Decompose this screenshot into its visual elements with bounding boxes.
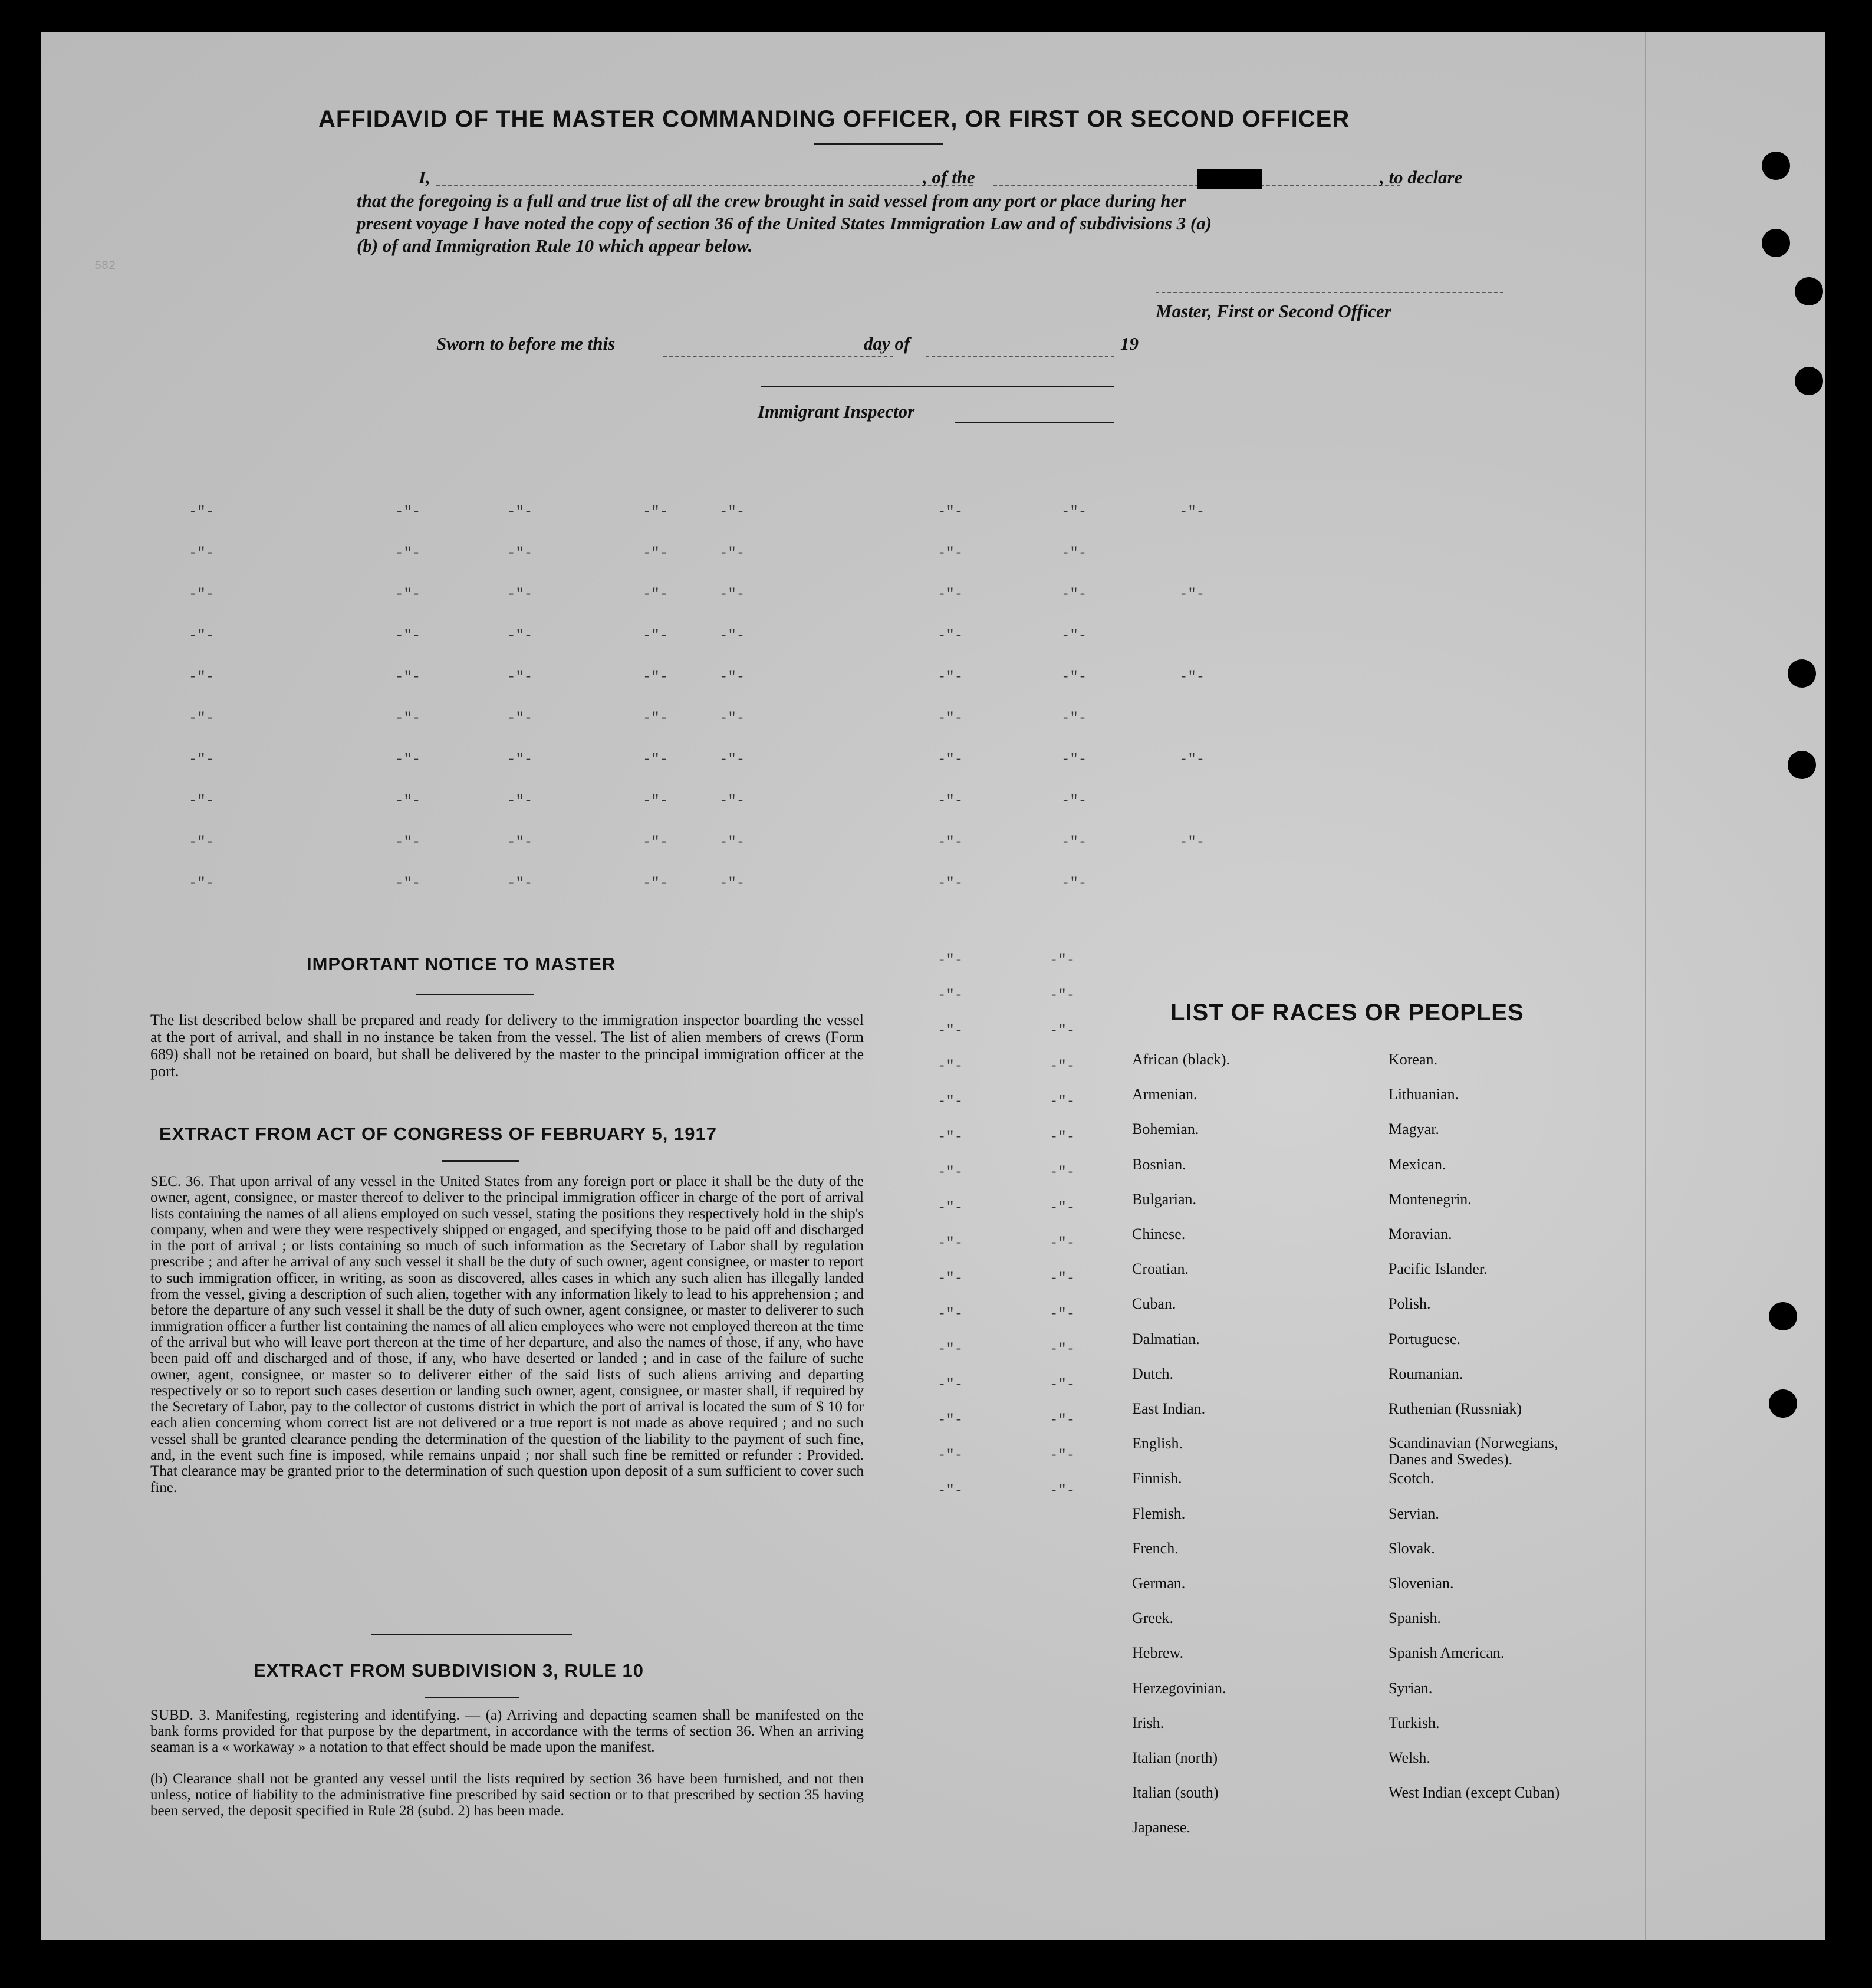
ditto-mark: -"-: [937, 1094, 963, 1110]
race-item: Cuban.: [1132, 1295, 1176, 1313]
race-item: French.: [1132, 1539, 1179, 1557]
race-item: Roumanian.: [1389, 1365, 1463, 1382]
race-item: Scotch.: [1389, 1470, 1435, 1487]
year-label: 19: [1120, 333, 1139, 354]
ditto-mark: -"-: [937, 711, 963, 727]
ditto-mark: -"-: [643, 546, 669, 561]
race-item: Korean.: [1389, 1051, 1438, 1068]
ditto-mark: -"-: [937, 752, 963, 768]
affidavit-line-2: that the foregoing is a full and true list of all the crew brought in said vessel from any port or place during her: [357, 190, 1186, 211]
race-item: Herzegovinian.: [1132, 1679, 1226, 1697]
binder-hole: [1762, 152, 1790, 180]
ditto-mark: -"-: [189, 876, 215, 892]
ditto-mark: -"-: [937, 1059, 963, 1074]
ditto-mark: -"-: [507, 669, 533, 685]
ditto-mark: -"-: [395, 876, 421, 892]
ditto-mark: -"-: [1061, 628, 1087, 644]
ditto-mark: -"-: [1061, 876, 1087, 892]
race-item: Slovak.: [1389, 1539, 1435, 1557]
ditto-mark: -"-: [189, 711, 215, 727]
signature-caption: Master, First or Second Officer: [1156, 301, 1391, 321]
ditto-mark: -"-: [937, 1129, 963, 1145]
ditto-mark: -"-: [189, 587, 215, 603]
affidavit-declare-label: , to declare: [1380, 167, 1463, 188]
race-item: Bulgarian.: [1132, 1190, 1197, 1208]
ditto-mark: -"-: [937, 1271, 963, 1287]
race-item: Turkish.: [1389, 1714, 1440, 1731]
binder-hole: [1769, 1302, 1797, 1330]
ditto-mark: -"-: [719, 876, 745, 892]
ditto-mark: -"-: [1049, 1483, 1075, 1499]
binder-hole: [1795, 277, 1823, 305]
ditto-mark: -"-: [937, 1377, 963, 1393]
signature-blank: [1156, 292, 1503, 293]
ditto-mark: -"-: [1049, 1377, 1075, 1393]
ditto-mark: -"-: [643, 752, 669, 768]
ditto-mark: -"-: [395, 546, 421, 561]
race-item: Magyar.: [1389, 1120, 1439, 1138]
race-item: Hebrew.: [1132, 1644, 1184, 1662]
ditto-mark: -"-: [1049, 1412, 1075, 1428]
race-item: Mexican.: [1389, 1155, 1446, 1173]
ditto-mark: -"-: [1049, 1023, 1075, 1039]
ditto-mark: -"-: [937, 952, 963, 968]
affidavit-i-label: I,: [419, 167, 430, 188]
race-item: East Indian.: [1132, 1400, 1206, 1417]
ditto-mark: -"-: [643, 711, 669, 727]
ditto-mark: -"-: [937, 1165, 963, 1181]
ditto-mark: -"-: [189, 546, 215, 561]
ditto-mark: -"-: [1061, 587, 1087, 603]
ditto-mark: -"-: [507, 876, 533, 892]
act-title: EXTRACT FROM ACT OF CONGRESS OF FEBRUARY 5, 1917: [159, 1123, 717, 1144]
ditto-mark: -"-: [643, 504, 669, 520]
race-item: Greek.: [1132, 1609, 1174, 1627]
ditto-mark: -"-: [507, 834, 533, 850]
race-item: German.: [1132, 1575, 1186, 1592]
ditto-mark: -"-: [937, 1342, 963, 1358]
ditto-mark: -"-: [719, 546, 745, 561]
ditto-mark: -"-: [937, 1200, 963, 1216]
ditto-mark: -"-: [1061, 711, 1087, 727]
notice-title: IMPORTANT NOTICE TO MASTER: [307, 954, 616, 974]
title-underline: [814, 143, 943, 145]
sworn-label: Sworn to before me this: [436, 333, 616, 354]
ditto-mark: -"-: [1061, 752, 1087, 768]
ditto-mark: -"-: [1179, 834, 1205, 850]
race-item: Bohemian.: [1132, 1120, 1199, 1138]
ditto-mark: -"-: [1049, 988, 1075, 1004]
race-item: Welsh.: [1389, 1749, 1430, 1766]
race-item: Italian (north): [1132, 1749, 1218, 1766]
name-blank: [436, 185, 973, 186]
ditto-mark: -"-: [1179, 669, 1205, 685]
ditto-mark: -"-: [395, 711, 421, 727]
binder-hole: [1762, 229, 1790, 257]
ditto-mark: -"-: [937, 988, 963, 1004]
race-item: Pacific Islander.: [1389, 1260, 1488, 1278]
race-item: Servian.: [1389, 1504, 1439, 1522]
race-item: Italian (south): [1132, 1784, 1219, 1802]
ditto-mark: -"-: [643, 876, 669, 892]
ditto-mark: -"-: [719, 752, 745, 768]
ditto-mark: -"-: [189, 752, 215, 768]
ditto-mark: -"-: [395, 628, 421, 644]
ditto-mark: -"-: [1049, 1059, 1075, 1074]
race-item: Dalmatian.: [1132, 1330, 1200, 1348]
race-item: Spanish American.: [1389, 1644, 1505, 1662]
binder-hole: [1788, 751, 1816, 779]
ditto-mark: -"-: [643, 793, 669, 809]
binder-hole: [1795, 367, 1823, 395]
bleed-through-text: 582: [94, 259, 116, 273]
race-item: Montenegrin.: [1389, 1190, 1472, 1208]
affidavit-title: AFFIDAVID OF THE MASTER COMMANDING OFFICER, OR FIRST OR SECOND OFFICER: [318, 106, 1350, 132]
inspector-blank: [955, 422, 1114, 423]
race-item: Bosnian.: [1132, 1155, 1186, 1173]
race-item: Japanese.: [1132, 1819, 1190, 1836]
sworn-day-blank: [663, 356, 893, 357]
race-item: Croatian.: [1132, 1260, 1189, 1278]
rule-body-b: (b) Clearance shall not be granted any vessel until the lists required by section 36 have been furnished, and not then unless, notice of liability to the administrative fine prescribed by said section or to that prescribed by section 35 having been served, the deposit specified in Rule 28 (subd. 2) has been made.: [150, 1771, 864, 1819]
ditto-mark: -"-: [937, 1023, 963, 1039]
ditto-mark: -"-: [1049, 1235, 1075, 1251]
binder-hole: [1788, 659, 1816, 688]
ditto-mark: -"-: [937, 587, 963, 603]
ditto-mark: -"-: [719, 628, 745, 644]
ditto-mark: -"-: [507, 504, 533, 520]
redaction-mark: [1197, 169, 1262, 189]
race-item: Ruthenian (Russniak): [1389, 1400, 1522, 1417]
race-item: Dutch.: [1132, 1365, 1174, 1382]
ditto-mark: -"-: [1049, 952, 1075, 968]
ditto-mark: -"-: [1049, 1200, 1075, 1216]
ditto-mark: -"-: [937, 876, 963, 892]
race-item: Flemish.: [1132, 1504, 1186, 1522]
ditto-mark: -"-: [1061, 793, 1087, 809]
race-item: Slovenian.: [1389, 1575, 1454, 1592]
ditto-mark: -"-: [719, 587, 745, 603]
affidavit-line-4: (b) of and Immigration Rule 10 which appear below.: [357, 235, 753, 256]
ditto-mark: -"-: [507, 628, 533, 644]
affidavit-of-the-label: , of the: [923, 167, 975, 188]
ditto-mark: -"-: [1061, 669, 1087, 685]
ditto-mark: -"-: [937, 628, 963, 644]
inspector-caption: Immigrant Inspector: [758, 401, 915, 422]
race-item: Lithuanian.: [1389, 1086, 1459, 1103]
race-item: English.: [1132, 1435, 1183, 1453]
ditto-mark: -"-: [937, 669, 963, 685]
ditto-mark: -"-: [1061, 504, 1087, 520]
races-title: LIST OF RACES OR PEOPLES: [1170, 1000, 1524, 1026]
race-item: African (black).: [1132, 1051, 1231, 1068]
ditto-mark: -"-: [1179, 504, 1205, 520]
ditto-mark: -"-: [189, 628, 215, 644]
ditto-mark: -"-: [1179, 587, 1205, 603]
ditto-mark: -"-: [507, 546, 533, 561]
ditto-mark: -"-: [937, 834, 963, 850]
ditto-mark: -"-: [1061, 834, 1087, 850]
notice-underline: [416, 994, 534, 995]
ditto-mark: -"-: [719, 669, 745, 685]
ditto-mark: -"-: [719, 793, 745, 809]
ditto-mark: -"-: [937, 1412, 963, 1428]
ditto-mark: -"-: [189, 669, 215, 685]
margin-rule: [1645, 32, 1646, 1940]
binder-hole: [1769, 1389, 1797, 1418]
ditto-mark: -"-: [643, 669, 669, 685]
ditto-mark: -"-: [1049, 1129, 1075, 1145]
ditto-mark: -"-: [395, 504, 421, 520]
race-item: Armenian.: [1132, 1086, 1197, 1103]
day-of-label: day of: [864, 333, 910, 354]
ditto-mark: -"-: [395, 587, 421, 603]
ditto-mark: -"-: [643, 834, 669, 850]
race-item: Chinese.: [1132, 1225, 1186, 1243]
act-end-rule: [371, 1634, 572, 1635]
ditto-mark: -"-: [937, 1306, 963, 1322]
ditto-mark: -"-: [643, 628, 669, 644]
race-item: Finnish.: [1132, 1470, 1182, 1487]
ditto-mark: -"-: [1049, 1094, 1075, 1110]
ditto-mark: -"-: [937, 1483, 963, 1499]
ditto-mark: -"-: [1049, 1342, 1075, 1358]
inspector-signature-line: [761, 386, 1114, 387]
month-blank: [926, 356, 1114, 357]
ditto-mark: -"-: [395, 793, 421, 809]
ditto-mark: -"-: [189, 504, 215, 520]
ditto-mark: -"-: [507, 752, 533, 768]
ditto-mark: -"-: [507, 793, 533, 809]
rule-title: EXTRACT FROM SUBDIVISION 3, RULE 10: [254, 1660, 644, 1681]
ditto-mark: -"-: [1049, 1306, 1075, 1322]
ditto-mark: -"-: [719, 834, 745, 850]
affidavit-line-3: present voyage I have noted the copy of section 36 of the United States Immigration Law and of subdivisions 3 (a): [357, 213, 1212, 234]
ditto-mark: -"-: [507, 711, 533, 727]
ditto-mark: -"-: [189, 834, 215, 850]
ditto-mark: -"-: [643, 587, 669, 603]
rule-body-a: SUBD. 3. Manifesting, registering and identifying. — (a) Arriving and depacting seamen shall be manifested on the bank forms provided for that purpose by the department, in accordance with the terms of section 36. When an arriving seaman is a « workaway » a notation to that effect should be made upon the manifest.: [150, 1707, 864, 1755]
ditto-mark: -"-: [719, 504, 745, 520]
ditto-mark: -"-: [1061, 546, 1087, 561]
ditto-mark: -"-: [395, 669, 421, 685]
race-item: Syrian.: [1389, 1679, 1433, 1697]
race-item: Moravian.: [1389, 1225, 1452, 1243]
act-underline: [442, 1160, 519, 1162]
document-sheet: [41, 32, 1825, 1940]
ditto-mark: -"-: [937, 1448, 963, 1464]
race-item: Scandinavian (Norwegians, Danes and Swedes).: [1389, 1434, 1558, 1468]
ditto-mark: -"-: [507, 587, 533, 603]
ditto-mark: -"-: [937, 793, 963, 809]
race-item: Spanish.: [1389, 1609, 1441, 1627]
ditto-mark: -"-: [1049, 1165, 1075, 1181]
ditto-mark: -"-: [937, 1235, 963, 1251]
ditto-mark: -"-: [1049, 1448, 1075, 1464]
act-body: SEC. 36. That upon arrival of any vessel in the United States from any foreign port or place it shall be the duty of the owner, agent, consignee, or master thereof to deliver to the principal immigration officer in charge of the port of arrival lists containing the names of all aliens employed on such vessel, stating the positions they respectively hold in the ship's company, when and were they were respectively shipped or engaged, and specifying those to be paid off and discharged in the port of arrival ; or lists containing so much of such information as the Secretary of Labor shall by regulation prescribe ; and after he arrival of any such vessel it shall be the duty of such owner, agent consignee, or master to report to such immigration officer, in writing, as soon as discovered, alles cases in which any such alien has illegally landed from the vessel, giving a description of such alien, together with any information likely to lead to his apprehension ; and before the departure of any such vessel it shall be the duty of such owner, agent consignee, or master to deliverer to such immigration officer a further list containing the names of all alien employees who were not employed thereon at the time of the arrival but who will leave port thereon at the time of her departure, and also the names of those, if any, who have been paid off and discharged and of those, if any, who have deserted or landed ; and in case of the failure of suche owner, agent, consignee, or master so to deliverer either of the said lists of such aliens arriving and departing respectively or so to report such cases desertion or landing such owner, agent, consignee, or master shall, if required by the Secretary of Labor, pay to the collector of customs district in which the port of arrival is located the sum of $ 10 for each alien concerning whom correct list are not delivered or a true report is not made as above required ; and no such vessel shall be granted clearance pending the determination of the question of the liability to the payment of such fine, and, in the event such fine is imposed, while remains unpaid ; nor shall such fine be remitted or refunder : Provided. That clearance may be granted prior to the determination of such question upon deposit of a sum sufficient to cover such fine.: [150, 1174, 864, 1496]
ditto-mark: -"-: [937, 504, 963, 520]
ditto-mark: -"-: [189, 793, 215, 809]
race-item: Polish.: [1389, 1295, 1431, 1313]
rule-underline: [425, 1697, 519, 1698]
race-item: West Indian (except Cuban): [1389, 1784, 1560, 1802]
ditto-mark: -"-: [1179, 752, 1205, 768]
ditto-mark: -"-: [395, 834, 421, 850]
race-item: Irish.: [1132, 1714, 1164, 1731]
ditto-mark: -"-: [719, 711, 745, 727]
race-item: Portuguese.: [1389, 1330, 1461, 1348]
ditto-mark: -"-: [395, 752, 421, 768]
notice-body: The list described below shall be prepared and ready for delivery to the immigration inspector boarding the vessel at the port of arrival, and shall in no instance be taken from the vessel. The list of alien members of crews (Form 689) shall not be retained on board, but shall be delivered by the master to the principal immigration officer at the port.: [150, 1011, 864, 1080]
ditto-mark: -"-: [937, 546, 963, 561]
ditto-mark: -"-: [1049, 1271, 1075, 1287]
